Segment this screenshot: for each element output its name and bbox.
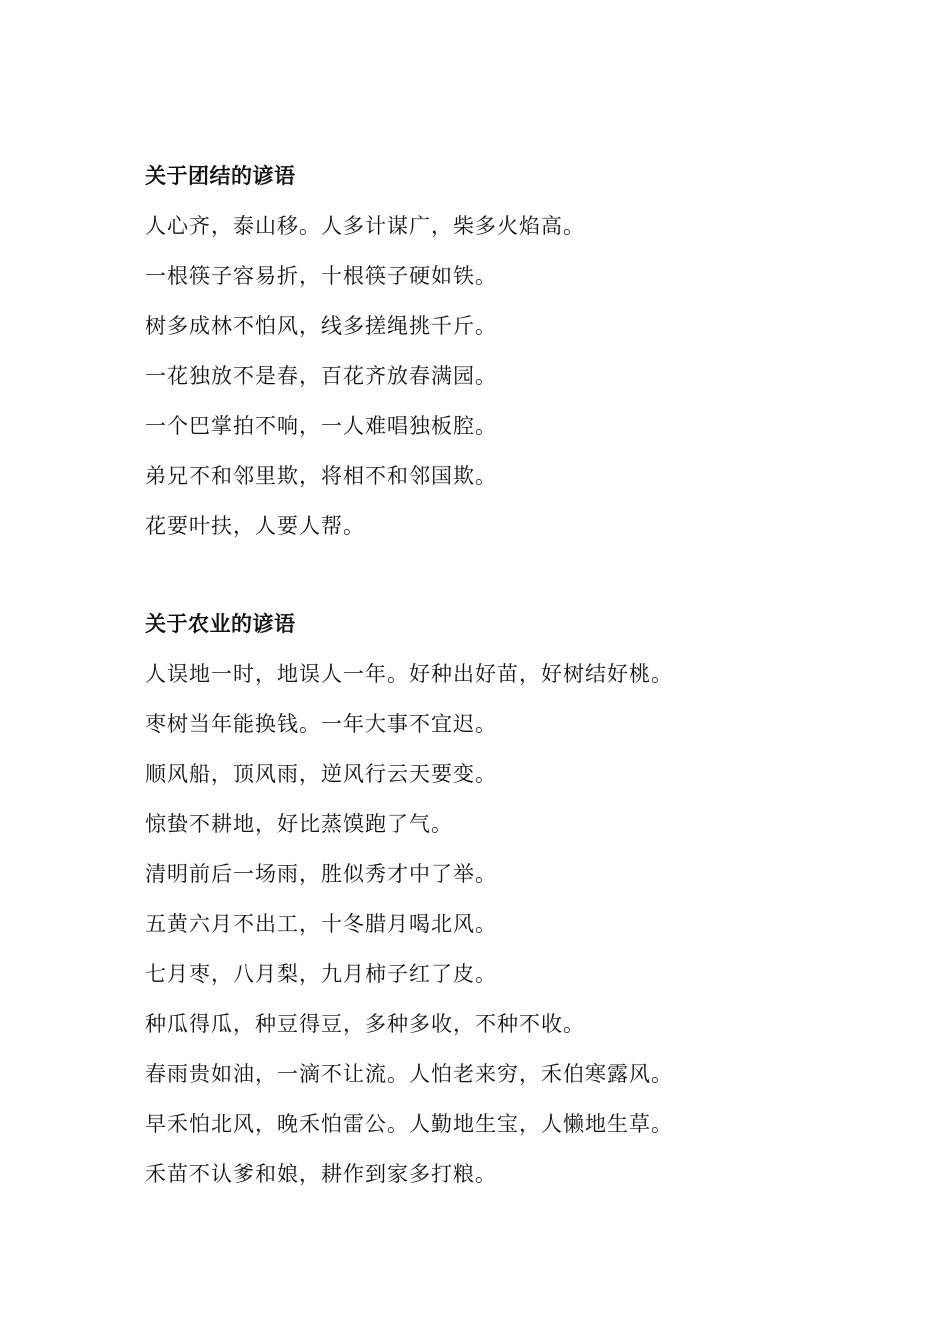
proverb-line: 五黄六月不出工，十冬腊月喝北风。 [145,912,497,936]
proverb-line: 清明前后一场雨，胜似秀才中了举。 [145,862,497,886]
proverb-line: 弟兄不和邻里欺，将相不和邻国欺。 [145,464,497,488]
proverb-line: 人误地一时，地误人一年。好种出好苗，好树结好桃。 [145,662,673,686]
proverb-list [145,210,845,542]
proverb-line: 一根筷子容易折，十根筷子硬如铁。 [145,264,497,288]
section-unity-proverbs [145,160,845,560]
proverb-line: 惊蛰不耕地，好比蒸馍跑了气。 [145,812,453,836]
proverb-line: 禾苗不认爹和娘，耕作到家多打粮。 [145,1162,497,1186]
section-agriculture-proverbs [145,608,845,1208]
proverb-line: 一个巴掌拍不响，一人难唱独板腔。 [145,414,497,438]
section-title: 关于团结的谚语 [145,164,296,188]
proverb-line: 人心齐，泰山移。人多计谋广，柴多火焰高。 [145,214,585,238]
proverb-list [145,658,845,1190]
proverb-line: 一花独放不是春，百花齐放春满园。 [145,364,497,388]
proverb-line: 早禾怕北风，晚禾怕雷公。人勤地生宝，人懒地生草。 [145,1112,673,1136]
section-title: 关于农业的谚语 [145,612,296,636]
proverb-line: 枣树当年能换钱。一年大事不宜迟。 [145,712,497,736]
proverb-line: 树多成林不怕风，线多搓绳挑千斤。 [145,314,497,338]
proverb-line: 七月枣，八月梨，九月柿子红了皮。 [145,962,497,986]
proverb-line: 顺风船，顶风雨，逆风行云天要变。 [145,762,497,786]
proverb-line: 春雨贵如油，一滴不让流。人怕老来穷，禾伯寒露风。 [145,1062,673,1086]
proverb-line: 花要叶扶，人要人帮。 [145,514,365,538]
proverb-line: 种瓜得瓜，种豆得豆，多种多收，不种不收。 [145,1012,585,1036]
